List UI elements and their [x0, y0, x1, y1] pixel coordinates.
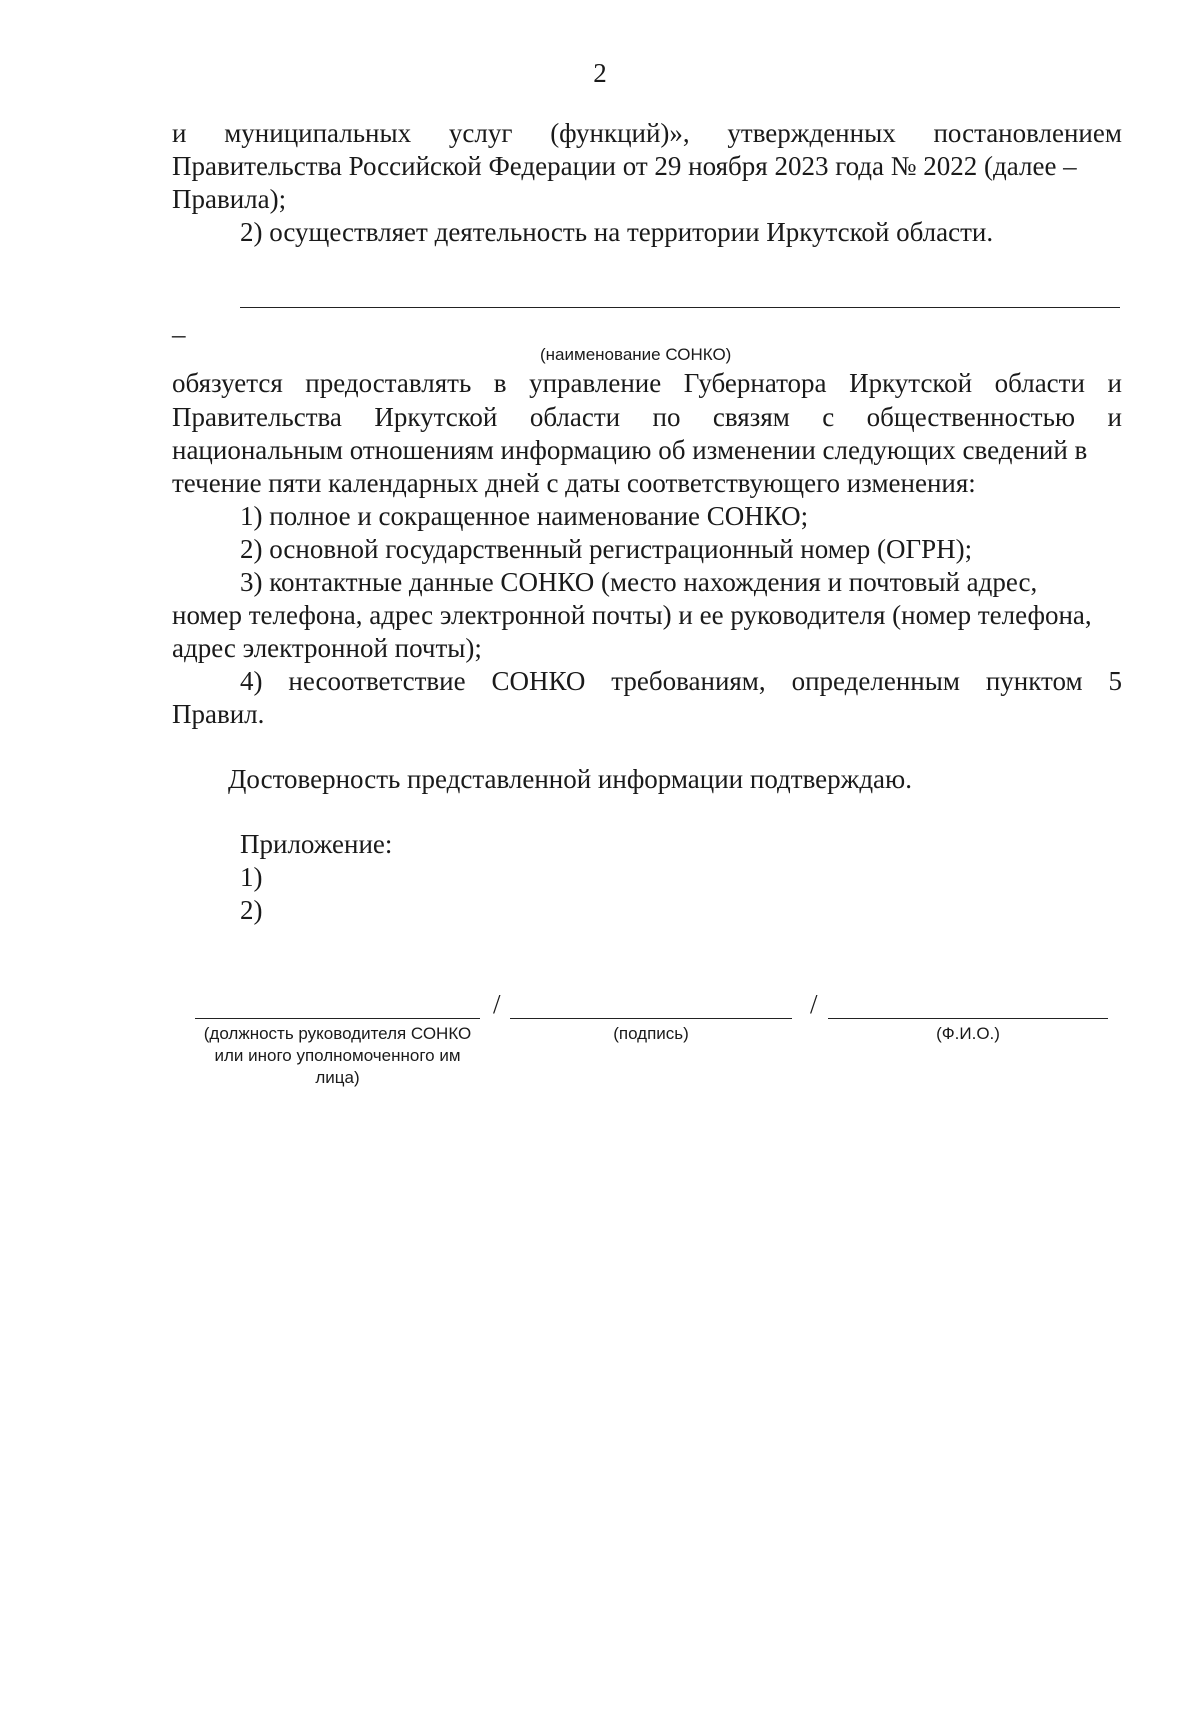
word: предоставлять: [305, 368, 472, 398]
word: по: [652, 402, 681, 432]
sonko-name-caption: (наименование СОНКО): [540, 345, 732, 364]
full-name-field-line: [828, 1018, 1108, 1019]
word: СОНКО: [491, 666, 586, 696]
word: (функций)»,: [550, 118, 690, 148]
signature-field-line: [510, 1018, 792, 1019]
obligation-line3: национальным отношениям информацию об изменении следующих сведений в: [172, 435, 1088, 465]
word: связям: [712, 402, 790, 432]
position-caption: [185, 1023, 490, 1089]
word: Иркутской: [374, 402, 498, 432]
page-number: 2: [593, 58, 607, 88]
list-item-3-line3: адрес электронной почты);: [172, 633, 482, 663]
word: услуг: [448, 118, 513, 148]
name-dash: –: [172, 319, 186, 349]
signature-caption: (подпись): [613, 1024, 689, 1043]
caption-line: или иного уполномоченного им: [214, 1046, 461, 1065]
word: и: [1107, 402, 1122, 432]
paragraph1-line2: Правительства Российской Федерации от 29 ноября 2023 года № 2022 (далее –: [172, 151, 1077, 181]
separator-slash-1: /: [493, 989, 501, 1019]
word: в: [493, 368, 507, 398]
word: постановлением: [933, 118, 1122, 148]
word: области: [529, 402, 621, 432]
word: и: [172, 118, 187, 148]
item-territory: 2) осуществляет деятельность на территории Иркутской области.: [240, 217, 994, 247]
obligation-line1: [172, 367, 1122, 399]
position-field-line: [195, 1018, 480, 1019]
list-item-4-line1: [240, 665, 1122, 697]
attachment-item-1: 1): [240, 862, 263, 892]
word: 5: [1108, 666, 1122, 696]
caption-line: (должность руководителя СОНКО: [203, 1024, 472, 1043]
word: управление: [529, 368, 662, 398]
word: несоответствие: [288, 666, 466, 696]
word: и: [1107, 368, 1122, 398]
word: муниципальных: [224, 118, 412, 148]
word: области: [994, 368, 1085, 398]
word: требованиям,: [611, 666, 766, 696]
attachment-title: Приложение:: [240, 829, 393, 859]
obligation-line2: [172, 401, 1122, 433]
list-item-4-line2: Правил.: [172, 699, 265, 729]
word: общественностью: [866, 402, 1076, 432]
word: определенным: [791, 666, 960, 696]
word: Правительства: [172, 402, 342, 432]
list-item-3-line2: номер телефона, адрес электронной почты) и ее руководителя (номер телефона,: [172, 600, 1092, 630]
paragraph1-line1: [172, 117, 1122, 149]
list-item-1: 1) полное и сокращенное наименование СОНКО;: [240, 501, 809, 531]
caption-line: лица): [315, 1068, 360, 1087]
list-item-2: 2) основной государственный регистрационный номер (ОГРН);: [240, 534, 973, 564]
word: Губернатора: [683, 368, 827, 398]
sonko-name-line: [240, 307, 1120, 308]
word: 4): [240, 666, 263, 696]
word: обязуется: [172, 368, 283, 398]
paragraph1-line3: Правила);: [172, 184, 287, 214]
full-name-caption: (Ф.И.О.): [936, 1024, 1000, 1043]
separator-slash-2: /: [810, 989, 818, 1019]
word: утвержденных: [727, 118, 896, 148]
attachment-item-2: 2): [240, 895, 263, 925]
confirmation-text: Достоверность представленной информации подтверждаю.: [228, 764, 912, 794]
word: Иркутской: [849, 368, 973, 398]
word: пунктом: [985, 666, 1083, 696]
word: с: [822, 402, 835, 432]
list-item-3-line1: 3) контактные данные СОНКО (место нахождения и почтовый адрес,: [240, 567, 1038, 597]
obligation-line4: течение пяти календарных дней с даты соответствующего изменения:: [172, 468, 976, 498]
